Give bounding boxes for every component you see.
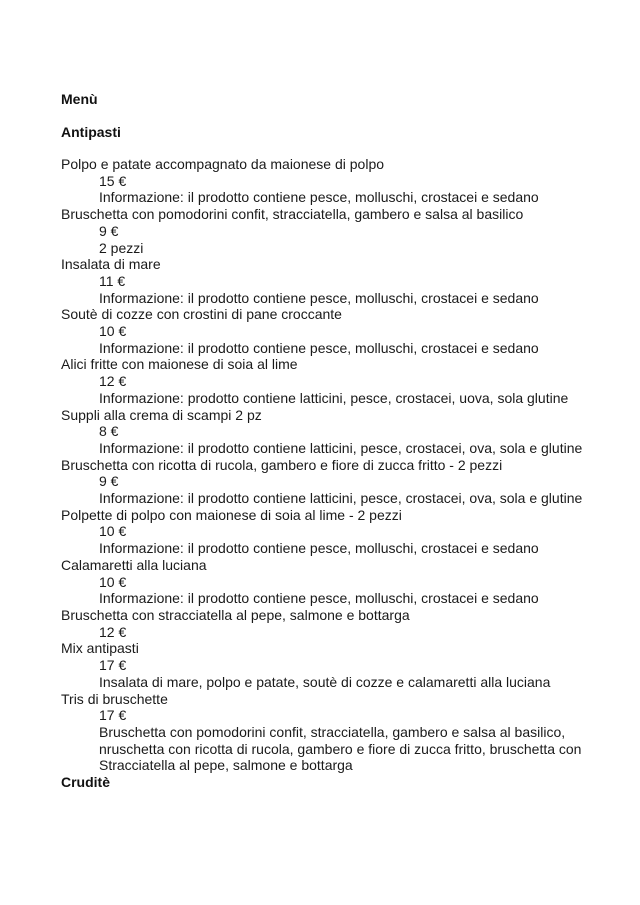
menu-item-price: 12 € — [99, 623, 127, 640]
menu-item-price: 12 € — [99, 373, 127, 390]
menu-item-name: Alici fritte con maionese di soia al lime — [61, 356, 298, 373]
menu-item-info: 2 pezzi — [99, 239, 144, 256]
menu-item-info: Bruschetta con pomodorini confit, stracciatella, gambero e salsa al basilico, nruschetta con ricotta di rucola, gambero e fiore di zucca fritto, bruschetta con Stracciatella al pepe, salmone e bottarga — [99, 723, 582, 774]
menu-item-price: 8 € — [99, 423, 119, 440]
menu-item-info: Informazione: il prodotto contiene pesce, molluschi, crostacei e sedano — [99, 590, 539, 607]
menu-item-info: Informazione: il prodotto contiene latticini, pesce, crostacei, ova, sola e glutine — [99, 490, 583, 507]
menu-item-name: Bruschetta con ricotta di rucola, gambero e fiore di zucca fritto - 2 pezzi — [61, 456, 503, 473]
menu-item — [61, 507, 601, 557]
menu-item-name: Tris di bruschette — [61, 690, 168, 707]
menu-item-info: Informazione: il prodotto contiene latticini, pesce, crostacei, ova, sola e glutine — [99, 439, 583, 456]
antipasti-list — [61, 156, 601, 774]
menu-item-name: Polpo e patate accompagnato da maionese di polpo — [61, 156, 385, 172]
menu-item-price: 10 € — [99, 573, 127, 590]
section-heading-antipasti: Antipasti — [61, 124, 121, 140]
menu-item — [61, 640, 601, 690]
menu-item-name: Soutè di cozze con crostini di pane croccante — [61, 306, 342, 323]
menu-item-name: Mix antipasti — [61, 640, 139, 657]
menu-item-info: Informazione: il prodotto contiene pesce, molluschi, crostacei e sedano — [99, 289, 539, 306]
menu-item — [61, 691, 601, 775]
section-heading-crudite: Cruditè — [61, 774, 110, 791]
menu-item — [61, 306, 601, 356]
menu-item-price: 17 € — [99, 707, 127, 724]
menu-document — [61, 91, 601, 791]
menu-item-info: Insalata di mare, polpo e patate, soutè di cozze e calamaretti alla luciana — [99, 673, 551, 690]
menu-item-info: Informazione: il prodotto contiene pesce, molluschi, crostacei e sedano — [99, 339, 539, 356]
menu-item-price: 9 € — [99, 473, 119, 490]
menu-item-price: 17 € — [99, 657, 127, 674]
menu-item — [61, 156, 601, 206]
document-title: Menù — [61, 91, 98, 107]
menu-item-price: 10 € — [99, 523, 127, 540]
menu-item — [61, 206, 601, 256]
menu-item-info: Informazione: prodotto contiene latticini, pesce, crostacei, uova, sola glutine — [99, 389, 569, 406]
menu-item-name: Polpette di polpo con maionese di soia al lime - 2 pezzi — [61, 506, 402, 523]
menu-item-price: 9 € — [99, 222, 119, 239]
menu-item-price: 11 € — [99, 272, 126, 289]
menu-item-name: Suppli alla crema di scampi 2 pz — [61, 406, 262, 423]
menu-item — [61, 557, 601, 607]
menu-item — [61, 356, 601, 406]
menu-item-name: Insalata di mare — [61, 256, 161, 273]
menu-item — [61, 256, 601, 306]
menu-item — [61, 457, 601, 507]
menu-item-name: Bruschetta con pomodorini confit, stracciatella, gambero e salsa al basilico — [61, 206, 524, 223]
menu-item — [61, 407, 601, 457]
menu-item-name: Calamaretti alla luciana — [61, 556, 207, 573]
menu-item-name: Bruschetta con stracciatella al pepe, salmone e bottarga — [61, 606, 410, 623]
menu-item-info: Informazione: il prodotto contiene pesce, molluschi, crostacei e sedano — [99, 189, 539, 206]
menu-item-info: Informazione: il prodotto contiene pesce, molluschi, crostacei e sedano — [99, 540, 539, 557]
menu-item-price: 15 € — [99, 172, 127, 189]
menu-item-price: 10 € — [99, 323, 127, 340]
menu-item — [61, 607, 601, 640]
